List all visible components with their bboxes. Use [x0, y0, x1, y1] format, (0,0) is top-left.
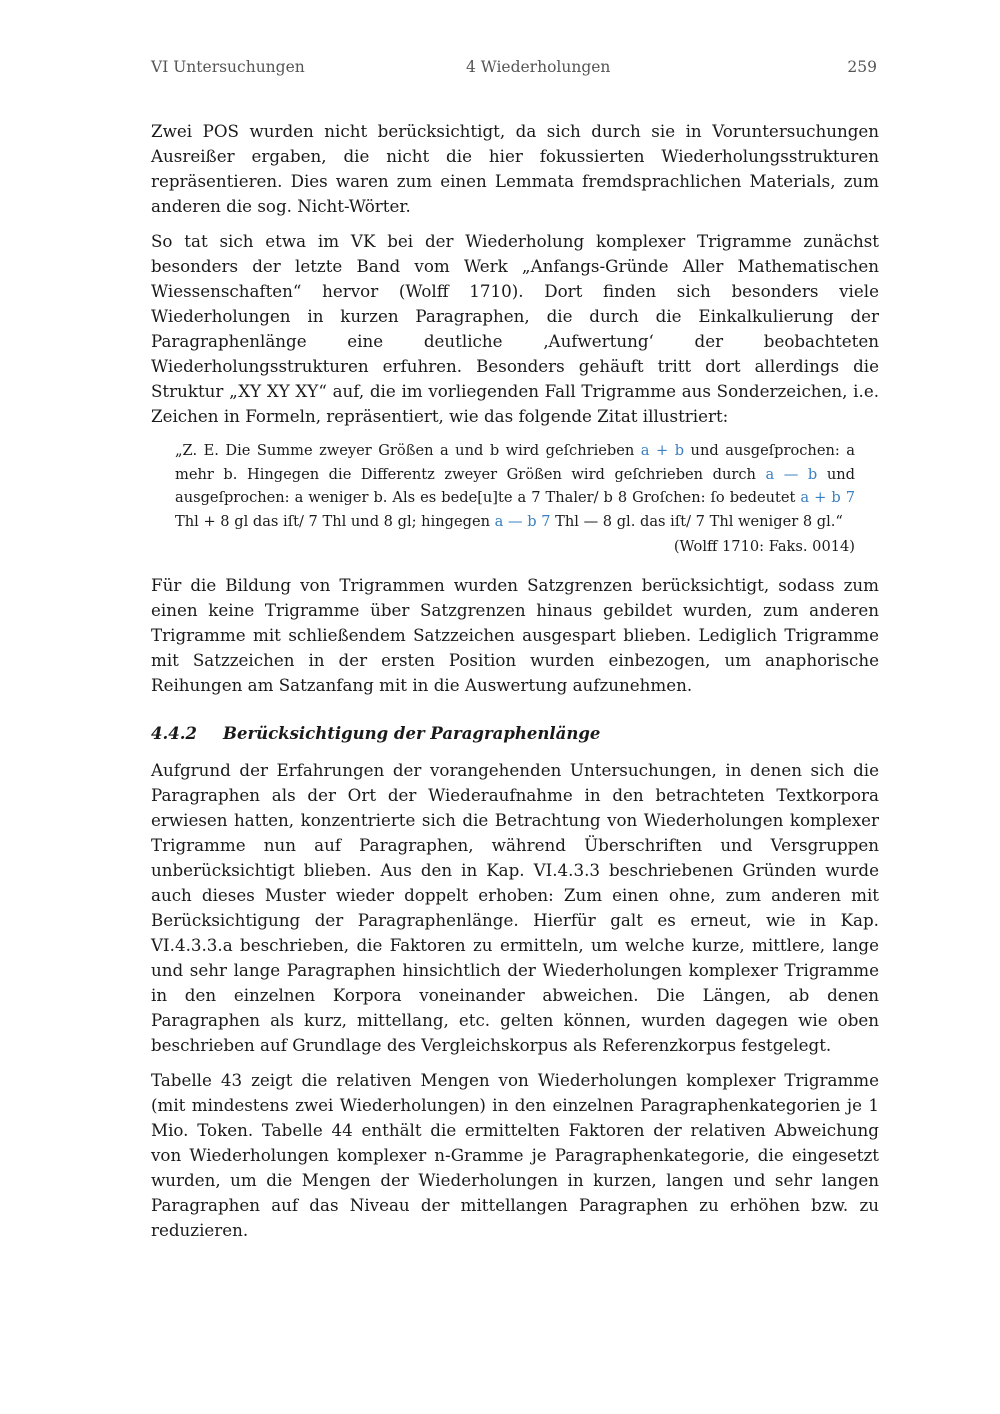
block-quote — [175, 439, 855, 559]
section-title: Berücksichtigung der Paragraphenlänge — [223, 723, 601, 743]
quote-source: (Wolff 1710: Faks. 0014) — [673, 538, 855, 555]
paragraph-pos: Zwei POS wurden nicht berücksichtigt, da sich durch sie in Voruntersuchungen Ausreißer ergaben, die nicht die hier fokussierten Wiederholungsstrukturen repräsentieren. Dies waren zum einen Lemmata fremdsprachlichen Materials, zum anderen die sog. Nicht-Wörter. — [151, 121, 879, 216]
header-chapter: VI Untersuchungen — [151, 58, 305, 76]
paragraph-paragraph-length: Aufgrund der Erfahrungen der vorangehenden Untersuchungen, in denen sich die Paragraphen als der Ort der Wiederaufnahme in den betrachteten Textkorpora erwiesen hatten, konzentrierte sich die Betrachtung von Wiederholungen komplexer Trigramme nun auf Paragraphen, während Überschriften und Versgruppen unberücksichtigt blieben. Aus den in Kap. VI.4.3.3 beschriebenen Gründen wurde auch dieses Muster wieder doppelt erhoben: Zum einen ohne, zum anderen mit Berücksichtigung der Paragraphenlänge. Hierfür galt es erneut, wie in Kap. VI.4.3.3.a beschrieben, die Faktoren zu ermitteln, um welche kurze, mittlere, lange und sehr lange Paragraphen hinsichtlich der Wiederholungen komplexer Trigramme in den einzelnen Korpora voneinander abweichen. Die Längen, ab denen Paragraphen als kurz, mittellang, etc. gelten können, wurden dagegen wie oben beschrieben auf Grundlage des Vergleichskorpus als Referenzkorpus festgelegt. — [151, 759, 879, 1055]
section-number: 4.4.2 — [151, 723, 197, 743]
formula-highlight: a + b 7 — [800, 489, 855, 506]
quote-text: „Z. E. Die Summe zweyer Größen a und b wird geſchrieben a + b und ausgeſprochen: a mehr b. Hingegen die Differentz zweyer Größen wird geſchrieben durch a — b und ausgeſprochen: a weniger b. Als es bede[u]te a 7 Thaler/ b 8 Groſchen: ſo bedeutet a + b 7 Thl + 8 gl das iſt/ 7 Thl und 8 gl; hingegen a — b 7 Thl — 8 gl. das iſt/ 7 Thl weniger 8 gl.“ — [175, 442, 855, 530]
formula-highlight: a — b 7 — [494, 512, 551, 530]
paragraph-wolff: So tat sich etwa im VK bei der Wiederholung komplexer Trigramme zunächst besonders der letzte Band vom Werk „Anfangs-Gründe Aller Mathematischen Wiessenschaften“ hervor (Wolff 1710). Dort finden sich besonders viele Wiederholungen in kurzen Paragraphen, die durch die Einkalkulierung der Paragraphenlänge eine deutliche ‚Aufwertung‘ der beobachteten Wiederholungsstrukturen erfuhren. Besonders gehäuft tritt dort allerdings die Struktur „XY XY XY“ auf, die im vorliegenden Fall Trigramme aus Sonderzeichen, i.e. Zeichen in Formeln, repräsentiert, wie das folgende Zitat illustriert: — [151, 231, 879, 426]
body-text — [151, 119, 879, 1253]
header-section: 4 Wiederholungen — [466, 58, 611, 76]
paragraph-tables: Tabelle 43 zeigt die relativen Mengen von Wiederholungen komplexer Trigramme (mit mindestens zwei Wiederholungen) in den einzelnen Paragraphenkategorien je 1 Mio. Token. Tabelle 44 enthält die ermittelten Faktoren der relativen Abweichung von Wiederholungen komplexer n-Gramme je Paragraphenkategorie, die eingesetzt wurden, um die Mengen der Wiederholungen in kurzen, langen und sehr langen Paragraphen auf das Niveau der mittellangen Paragraphen zu erhöhen bzw. zu reduzieren. — [151, 1069, 879, 1240]
formula-highlight: a + b — [640, 442, 685, 459]
page-number: 259 — [847, 58, 877, 76]
section-heading — [151, 722, 879, 746]
formula-highlight: a — b — [765, 465, 818, 483]
running-header — [151, 58, 879, 82]
paragraph-trigram-boundaries: Für die Bildung von Trigrammen wurden Satzgrenzen berücksichtigt, sodass zum einen keine Trigramme über Satzgrenzen hinaus gebildet wurden, zum anderen Trigramme mit schließendem Satzzeichen ausgespart blieben. Lediglich Trigramme mit Satzzeichen in der ersten Position wurden einbezogen, um anaphorische Reihungen am Satzanfang mit in die Auswertung aufzunehmen. — [151, 574, 879, 695]
